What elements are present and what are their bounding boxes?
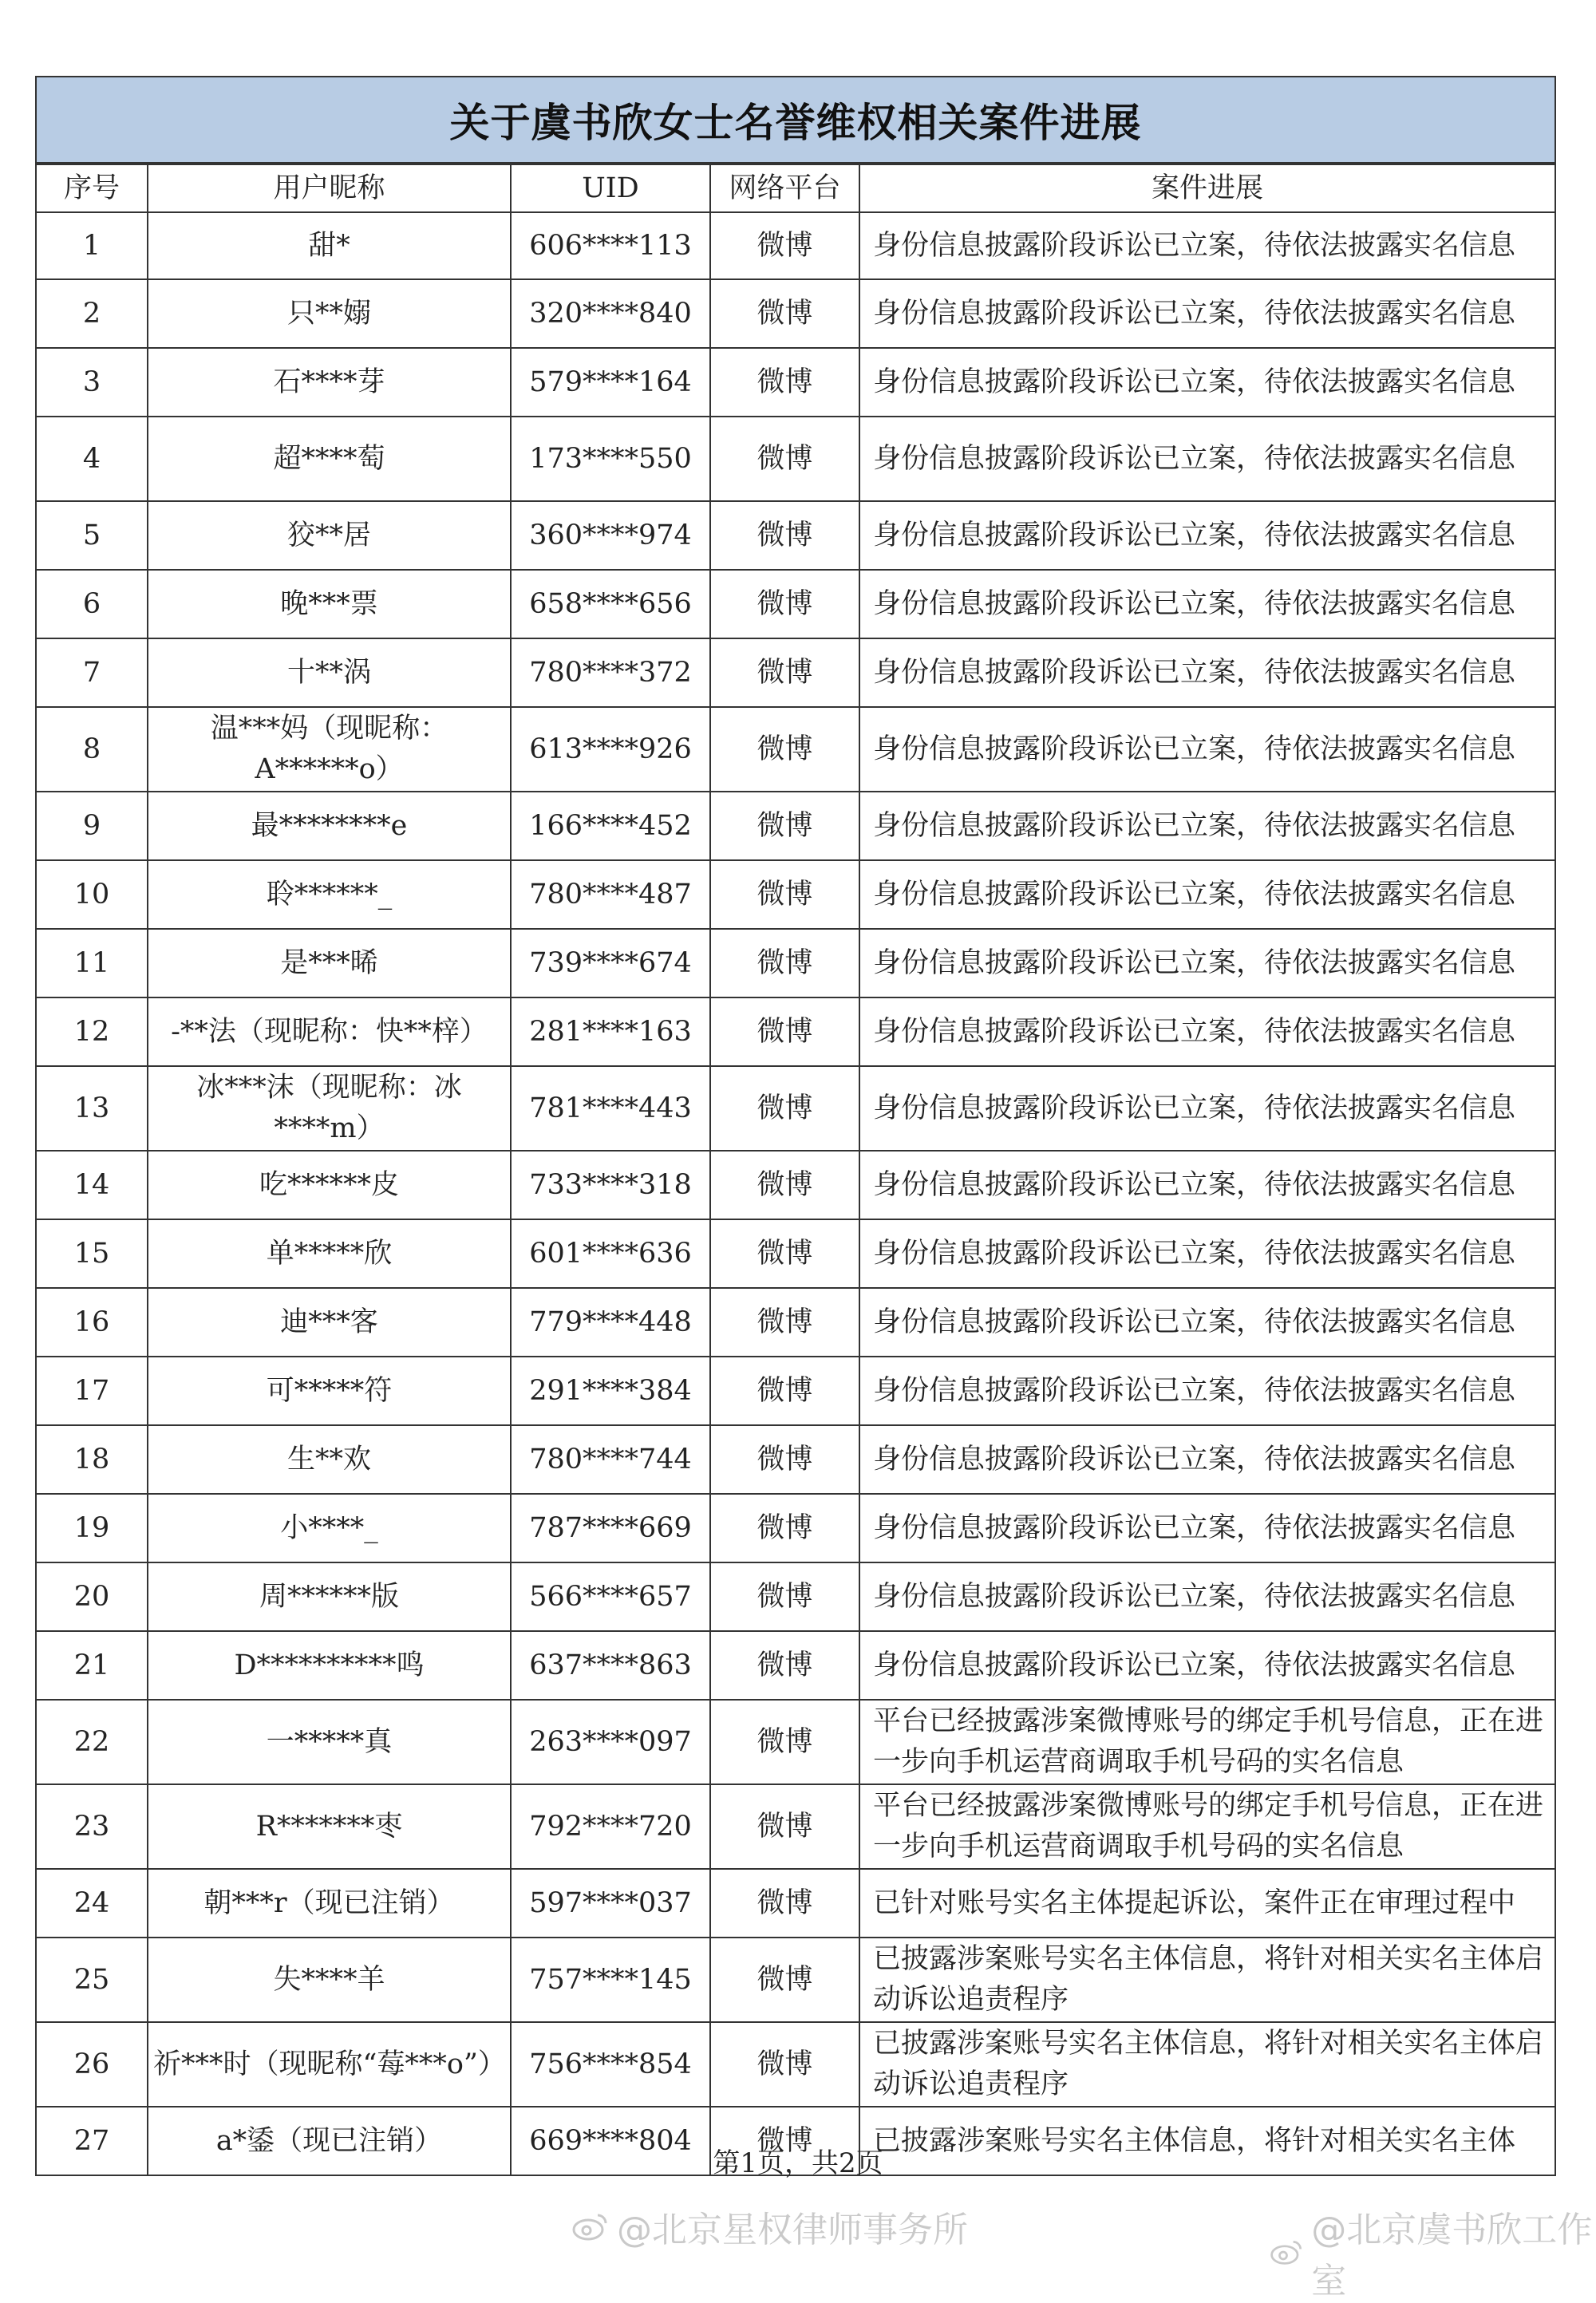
cell-no: 3 bbox=[36, 348, 148, 417]
cell-nickname: -**法（现昵称：快**梓） bbox=[148, 997, 511, 1066]
cell-nickname: D**********鸣 bbox=[148, 1631, 511, 1700]
cell-platform: 微博 bbox=[710, 1938, 859, 2022]
cell-nickname: 生**欢 bbox=[148, 1425, 511, 1494]
cell-platform: 微博 bbox=[710, 1700, 859, 1784]
cell-uid: 579****164 bbox=[511, 348, 710, 417]
cell-uid: 320****840 bbox=[511, 279, 710, 348]
table-row bbox=[36, 501, 1555, 570]
cell-platform: 微博 bbox=[710, 348, 859, 417]
watermark-right bbox=[1269, 2201, 1596, 2303]
cell-uid: 291****384 bbox=[511, 1357, 710, 1425]
cell-no: 13 bbox=[36, 1066, 148, 1151]
cell-platform: 微博 bbox=[710, 212, 859, 279]
cell-progress: 身份信息披露阶段诉讼已立案，待依法披露实名信息 bbox=[859, 212, 1555, 279]
cell-progress: 已披露涉案账号实名主体信息，将针对相关实名主体启动诉讼追责程序 bbox=[859, 1938, 1555, 2022]
table-row bbox=[36, 570, 1555, 638]
cell-progress: 身份信息披露阶段诉讼已立案，待依法披露实名信息 bbox=[859, 638, 1555, 707]
cell-no: 16 bbox=[36, 1288, 148, 1357]
cell-nickname: 朝***r（现已注销） bbox=[148, 1869, 511, 1938]
cell-platform: 微博 bbox=[710, 929, 859, 997]
header-progress: 案件进展 bbox=[859, 164, 1555, 212]
watermark-left-text: @北京星权律师事务所 bbox=[617, 2210, 968, 2250]
header-uid: UID bbox=[511, 164, 710, 212]
cell-platform: 微博 bbox=[710, 279, 859, 348]
cell-nickname: 冰***沫（现昵称：冰****m） bbox=[148, 1066, 511, 1151]
cell-uid: 792****720 bbox=[511, 1784, 710, 1869]
cell-no: 6 bbox=[36, 570, 148, 638]
cell-nickname: a*鋈（现已注销） bbox=[148, 2107, 511, 2175]
table-row bbox=[36, 1938, 1555, 2022]
cell-nickname: 最********e bbox=[148, 792, 511, 860]
cell-nickname: 周******版 bbox=[148, 1562, 511, 1631]
cell-uid: 566****657 bbox=[511, 1562, 710, 1631]
table-row bbox=[36, 1700, 1555, 1784]
cell-platform: 微博 bbox=[710, 707, 859, 792]
document-title: 关于虞书欣女士名誉维权相关案件进展 bbox=[35, 76, 1556, 164]
cell-platform: 微博 bbox=[710, 1784, 859, 1869]
cell-uid: 173****550 bbox=[511, 417, 710, 501]
cell-progress: 身份信息披露阶段诉讼已立案，待依法披露实名信息 bbox=[859, 570, 1555, 638]
table-row bbox=[36, 1357, 1555, 1425]
cell-platform: 微博 bbox=[710, 860, 859, 929]
table-row bbox=[36, 1631, 1555, 1700]
cell-nickname: 十**涡 bbox=[148, 638, 511, 707]
cell-uid: 781****443 bbox=[511, 1066, 710, 1151]
cell-platform: 微博 bbox=[710, 1151, 859, 1219]
cell-progress: 身份信息披露阶段诉讼已立案，待依法披露实名信息 bbox=[859, 1631, 1555, 1700]
cell-platform: 微博 bbox=[710, 1494, 859, 1562]
table-row bbox=[36, 1869, 1555, 1938]
header-platform: 网络平台 bbox=[710, 164, 859, 212]
cell-progress: 平台已经披露涉案微博账号的绑定手机号信息，正在进一步向手机运营商调取手机号码的实名信息 bbox=[859, 1700, 1555, 1784]
cell-no: 27 bbox=[36, 2107, 148, 2175]
table-row bbox=[36, 1494, 1555, 1562]
cell-nickname: 聆******_ bbox=[148, 860, 511, 929]
table-row bbox=[36, 1562, 1555, 1631]
cell-nickname: R*******枣 bbox=[148, 1784, 511, 1869]
cell-nickname: 祈***时（现昵称“莓***o”） bbox=[148, 2022, 511, 2107]
table-body bbox=[36, 212, 1555, 2175]
cell-no: 26 bbox=[36, 2022, 148, 2107]
cell-no: 8 bbox=[36, 707, 148, 792]
cell-uid: 606****113 bbox=[511, 212, 710, 279]
cell-nickname: 只**嫋 bbox=[148, 279, 511, 348]
cell-nickname: 迪***客 bbox=[148, 1288, 511, 1357]
cell-progress: 身份信息披露阶段诉讼已立案，待依法披露实名信息 bbox=[859, 1151, 1555, 1219]
cell-platform: 微博 bbox=[710, 501, 859, 570]
table-row bbox=[36, 1784, 1555, 1869]
cell-progress: 身份信息披露阶段诉讼已立案，待依法披露实名信息 bbox=[859, 1066, 1555, 1151]
table-row bbox=[36, 348, 1555, 417]
cell-platform: 微博 bbox=[710, 792, 859, 860]
cell-platform: 微博 bbox=[710, 1066, 859, 1151]
cell-uid: 166****452 bbox=[511, 792, 710, 860]
weibo-icon bbox=[1269, 2236, 1303, 2268]
cell-no: 15 bbox=[36, 1219, 148, 1288]
cell-uid: 756****854 bbox=[511, 2022, 710, 2107]
cell-no: 4 bbox=[36, 417, 148, 501]
cell-progress: 身份信息披露阶段诉讼已立案，待依法披露实名信息 bbox=[859, 997, 1555, 1066]
watermark-left bbox=[571, 2201, 968, 2252]
cell-uid: 669****804 bbox=[511, 2107, 710, 2175]
cell-uid: 787****669 bbox=[511, 1494, 710, 1562]
cell-nickname: 吃******皮 bbox=[148, 1151, 511, 1219]
cell-uid: 739****674 bbox=[511, 929, 710, 997]
cell-progress: 身份信息披露阶段诉讼已立案，待依法披露实名信息 bbox=[859, 929, 1555, 997]
cell-no: 14 bbox=[36, 1151, 148, 1219]
cell-nickname: 可*****符 bbox=[148, 1357, 511, 1425]
cell-uid: 613****926 bbox=[511, 707, 710, 792]
cell-no: 23 bbox=[36, 1784, 148, 1869]
cell-progress: 身份信息披露阶段诉讼已立案，待依法披露实名信息 bbox=[859, 792, 1555, 860]
weibo-icon bbox=[571, 2210, 609, 2242]
cell-progress: 平台已经披露涉案微博账号的绑定手机号信息，正在进一步向手机运营商调取手机号码的实名信息 bbox=[859, 1784, 1555, 1869]
case-table bbox=[35, 164, 1556, 2176]
cell-platform: 微博 bbox=[710, 1288, 859, 1357]
cell-uid: 601****636 bbox=[511, 1219, 710, 1288]
table-row bbox=[36, 212, 1555, 279]
table-row bbox=[36, 1151, 1555, 1219]
header-no: 序号 bbox=[36, 164, 148, 212]
table-row bbox=[36, 2022, 1555, 2107]
cell-progress: 身份信息披露阶段诉讼已立案，待依法披露实名信息 bbox=[859, 1288, 1555, 1357]
cell-uid: 780****744 bbox=[511, 1425, 710, 1494]
cell-nickname: 甜* bbox=[148, 212, 511, 279]
cell-progress: 已披露涉案账号实名主体信息，将针对相关实名主体 bbox=[859, 2107, 1555, 2175]
cell-uid: 757****145 bbox=[511, 1938, 710, 2022]
cell-no: 11 bbox=[36, 929, 148, 997]
cell-platform: 微博 bbox=[710, 2107, 859, 2175]
cell-platform: 微博 bbox=[710, 1869, 859, 1938]
cell-no: 12 bbox=[36, 997, 148, 1066]
cell-no: 20 bbox=[36, 1562, 148, 1631]
table-row bbox=[36, 638, 1555, 707]
cell-no: 7 bbox=[36, 638, 148, 707]
cell-uid: 780****487 bbox=[511, 860, 710, 929]
cell-nickname: 是***晞 bbox=[148, 929, 511, 997]
cell-no: 18 bbox=[36, 1425, 148, 1494]
cell-no: 22 bbox=[36, 1700, 148, 1784]
table-row bbox=[36, 1066, 1555, 1151]
cell-uid: 779****448 bbox=[511, 1288, 710, 1357]
cell-platform: 微博 bbox=[710, 1357, 859, 1425]
table-row bbox=[36, 279, 1555, 348]
cell-no: 10 bbox=[36, 860, 148, 929]
cell-no: 25 bbox=[36, 1938, 148, 2022]
document-page bbox=[35, 76, 1556, 2176]
cell-nickname: 狡**居 bbox=[148, 501, 511, 570]
cell-platform: 微博 bbox=[710, 1219, 859, 1288]
cell-progress: 身份信息披露阶段诉讼已立案，待依法披露实名信息 bbox=[859, 1425, 1555, 1494]
table-header-row bbox=[36, 164, 1555, 212]
cell-progress: 身份信息披露阶段诉讼已立案，待依法披露实名信息 bbox=[859, 1219, 1555, 1288]
cell-progress: 身份信息披露阶段诉讼已立案，待依法披露实名信息 bbox=[859, 501, 1555, 570]
cell-platform: 微博 bbox=[710, 1562, 859, 1631]
cell-platform: 微博 bbox=[710, 997, 859, 1066]
table-row bbox=[36, 792, 1555, 860]
cell-nickname: 单*****欣 bbox=[148, 1219, 511, 1288]
cell-uid: 780****372 bbox=[511, 638, 710, 707]
cell-no: 5 bbox=[36, 501, 148, 570]
watermark-right-text: @北京虞书欣工作室 bbox=[1311, 2210, 1593, 2301]
cell-no: 17 bbox=[36, 1357, 148, 1425]
table-row bbox=[36, 997, 1555, 1066]
cell-nickname: 一*****真 bbox=[148, 1700, 511, 1784]
cell-progress: 身份信息披露阶段诉讼已立案，待依法披露实名信息 bbox=[859, 860, 1555, 929]
table-row bbox=[36, 860, 1555, 929]
header-nickname: 用户昵称 bbox=[148, 164, 511, 212]
cell-uid: 658****656 bbox=[511, 570, 710, 638]
cell-nickname: 温***妈（现昵称：A******o） bbox=[148, 707, 511, 792]
cell-platform: 微博 bbox=[710, 570, 859, 638]
cell-progress: 身份信息披露阶段诉讼已立案，待依法披露实名信息 bbox=[859, 279, 1555, 348]
cell-no: 2 bbox=[36, 279, 148, 348]
table-row bbox=[36, 417, 1555, 501]
cell-nickname: 失****羊 bbox=[148, 1938, 511, 2022]
cell-nickname: 超****萄 bbox=[148, 417, 511, 501]
table-row bbox=[36, 707, 1555, 792]
page-number: 第1页，共2页 bbox=[713, 2147, 883, 2179]
cell-uid: 263****097 bbox=[511, 1700, 710, 1784]
table-row bbox=[36, 1425, 1555, 1494]
cell-uid: 637****863 bbox=[511, 1631, 710, 1700]
cell-platform: 微博 bbox=[710, 1425, 859, 1494]
cell-progress: 已针对账号实名主体提起诉讼，案件正在审理过程中 bbox=[859, 1869, 1555, 1938]
cell-no: 9 bbox=[36, 792, 148, 860]
cell-no: 21 bbox=[36, 1631, 148, 1700]
table-row bbox=[36, 1288, 1555, 1357]
table-row bbox=[36, 1219, 1555, 1288]
cell-no: 24 bbox=[36, 1869, 148, 1938]
cell-platform: 微博 bbox=[710, 2022, 859, 2107]
table-row bbox=[36, 929, 1555, 997]
cell-no: 1 bbox=[36, 212, 148, 279]
cell-progress: 身份信息披露阶段诉讼已立案，待依法披露实名信息 bbox=[859, 707, 1555, 792]
cell-nickname: 晚***票 bbox=[148, 570, 511, 638]
cell-progress: 身份信息披露阶段诉讼已立案，待依法披露实名信息 bbox=[859, 1357, 1555, 1425]
cell-uid: 733****318 bbox=[511, 1151, 710, 1219]
cell-platform: 微博 bbox=[710, 1631, 859, 1700]
cell-platform: 微博 bbox=[710, 417, 859, 501]
cell-uid: 360****974 bbox=[511, 501, 710, 570]
cell-progress: 身份信息披露阶段诉讼已立案，待依法披露实名信息 bbox=[859, 1494, 1555, 1562]
cell-platform: 微博 bbox=[710, 638, 859, 707]
cell-nickname: 小****_ bbox=[148, 1494, 511, 1562]
cell-progress: 身份信息披露阶段诉讼已立案，待依法披露实名信息 bbox=[859, 348, 1555, 417]
cell-uid: 281****163 bbox=[511, 997, 710, 1066]
cell-nickname: 石****芽 bbox=[148, 348, 511, 417]
cell-uid: 597****037 bbox=[511, 1869, 710, 1938]
cell-no: 19 bbox=[36, 1494, 148, 1562]
cell-progress: 身份信息披露阶段诉讼已立案，待依法披露实名信息 bbox=[859, 1562, 1555, 1631]
cell-progress: 已披露涉案账号实名主体信息，将针对相关实名主体启动诉讼追责程序 bbox=[859, 2022, 1555, 2107]
cell-progress: 身份信息披露阶段诉讼已立案，待依法披露实名信息 bbox=[859, 417, 1555, 501]
